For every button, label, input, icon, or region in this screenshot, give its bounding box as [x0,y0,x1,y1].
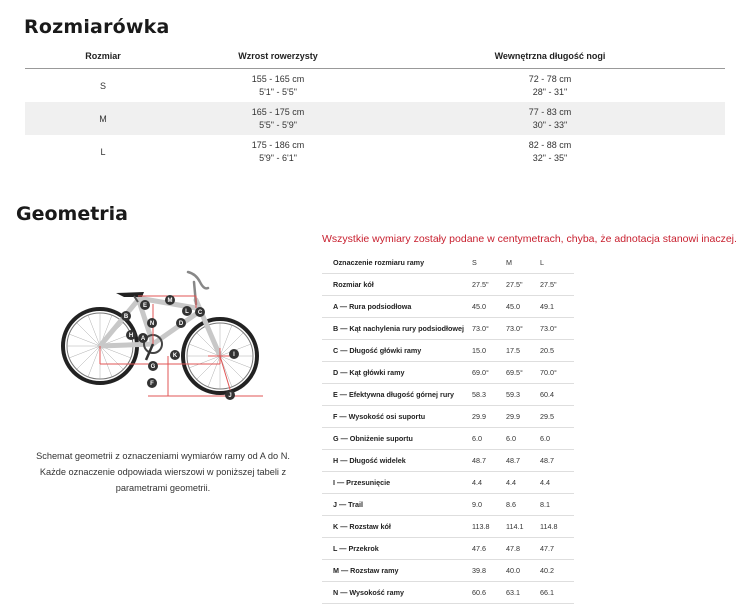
value-l: 20.5 [540,346,554,355]
row-label: E — Efektywna długość górnej rury [333,390,455,399]
col-height-header: Wzrost rowerzysty [238,51,318,61]
value-s: 15.0 [472,346,486,355]
size-cell: M [99,113,107,124]
row-label: H — Długość widelek [333,456,406,465]
table-row [322,428,574,450]
value-m: 45.0 [506,302,520,311]
value-m: 6.0 [506,434,516,443]
row-label: Rozmiar kół [333,280,374,289]
size-chart-title: Rozmiarówka [24,16,170,38]
value-l: 40.2 [540,566,554,575]
table-row [322,362,574,384]
table-row [25,135,725,168]
marker-label: L [185,309,189,316]
row-label: G — Obniżenie suportu [333,434,413,443]
row-label: A — Rura podsiodłowa [333,302,412,311]
row-label: N — Wysokość ramy [333,588,404,597]
row-label: B — Kąt nachylenia rury podsiodłowej [333,324,464,333]
value-s: 27.5" [472,280,489,289]
table-row [322,274,574,296]
marker-label: B [123,314,129,321]
row-label: L — Przekrok [333,544,379,553]
table-row [322,494,574,516]
marker-label: F [150,381,154,388]
header-label: Oznaczenie rozmiaru ramy [333,258,425,267]
height-ft: 5'1" - 5'5" [259,86,297,97]
table-row [322,582,574,604]
height-cell [181,139,375,165]
inseam-in: 28" - 31" [532,86,568,97]
value-l: 66.1 [540,588,554,597]
value-m: 48.7 [506,456,520,465]
marker-label: M [167,298,173,305]
value-m: 27.5" [506,280,523,289]
table-row [322,450,574,472]
geometry-caption: Schemat geometrii z oznaczeniami wymiarów ramy od A do N. Każde oznaczenie odpowiada wierszowi w poniższej tabeli z parametrami geometrii. [36,451,290,493]
table-row [322,560,574,582]
marker-label: D [178,321,184,328]
table-row [322,472,574,494]
value-m: 17.5 [506,346,520,355]
value-l: 49.1 [540,302,554,311]
header-size-s: S [472,258,477,267]
value-m: 29.9 [506,412,520,421]
row-label: K — Rozstaw kół [333,522,391,531]
value-m: 4.4 [506,478,516,487]
inseam-in: 32" - 35" [532,152,568,163]
table-row [322,318,574,340]
value-s: 58.3 [472,390,486,399]
height-cell [181,106,375,132]
value-l: 27.5" [540,280,557,289]
value-s: 60.6 [472,588,486,597]
value-m: 40.0 [506,566,520,575]
value-s: 45.0 [472,302,486,311]
height-cm: 155 - 165 cm [251,73,305,84]
height-ft: 5'9" - 6'1" [259,152,297,163]
value-l: 47.7 [540,544,554,553]
value-s: 9.0 [472,500,482,509]
table-row [322,406,574,428]
value-m: 73.0° [506,324,523,333]
marker-label: N [149,321,155,328]
height-cm: 165 - 175 cm [251,106,305,117]
value-s: 48.7 [472,456,486,465]
value-s: 47.6 [472,544,486,553]
table-row [322,384,574,406]
bike-frame [100,298,220,356]
height-cm: 175 - 186 cm [251,139,305,150]
marker-label: H [128,333,134,340]
marker-label: J [228,393,232,400]
value-m: 114.1 [506,522,524,531]
height-ft: 5'5" - 5'9" [259,119,297,130]
row-label: M — Rozstaw ramy [333,566,399,575]
row-label: D — Kąt główki ramy [333,368,405,377]
inseam-in: 30" - 33" [532,119,568,130]
row-label: F — Wysokość osi suportu [333,412,426,421]
value-s: 69.0° [472,368,489,377]
value-s: 6.0 [472,434,482,443]
table-row [322,538,574,560]
table-row [322,516,574,538]
value-m: 63.1 [506,588,520,597]
value-m: 47.8 [506,544,520,553]
value-l: 48.7 [540,456,554,465]
value-l: 8.1 [540,500,550,509]
height-cell [181,73,375,99]
marker-label: K [172,353,178,360]
row-label: I — Przesunięcie [333,478,391,487]
inseam-cell [375,106,725,132]
inseam-cm: 82 - 88 cm [528,139,572,150]
value-l: 60.4 [540,390,554,399]
row-label: J — Trail [333,500,363,509]
value-l: 73.0° [540,324,557,333]
header-size-l: L [540,258,544,267]
inseam-cm: 72 - 78 cm [528,73,572,84]
table-row [25,102,725,135]
inseam-cell [375,73,725,99]
value-m: 8.6 [506,500,516,509]
table-row [25,69,725,102]
col-inseam-header: Wewnętrzna długość nogi [494,51,606,61]
col-size-header: Rozmiar [85,51,121,61]
size-chart-header [25,44,725,69]
size-cell: S [99,80,106,91]
geometry-title: Geometria [16,203,129,225]
marker-label: I [233,352,235,359]
row-label: C — Długość główki ramy [333,346,422,355]
value-l: 29.5 [540,412,554,421]
geometry-header-row [322,252,574,274]
value-l: 70.0° [540,368,557,377]
value-s: 29.9 [472,412,486,421]
geometry-table [322,252,574,604]
size-cell: L [100,146,106,157]
value-s: 4.4 [472,478,482,487]
marker-label: E [142,303,148,310]
table-row [322,296,574,318]
value-s: 73.0° [472,324,489,333]
inseam-cell [375,139,725,165]
size-chart-table [25,44,725,168]
marker-label: G [150,364,156,371]
value-s: 113.8 [472,522,490,531]
value-m: 59.3 [506,390,520,399]
header-size-m: M [506,258,512,267]
bike-geometry-diagram [58,268,268,404]
inseam-cm: 77 - 83 cm [528,106,572,117]
value-l: 4.4 [540,478,550,487]
table-row [322,340,574,362]
value-l: 114.8 [540,522,558,531]
value-l: 6.0 [540,434,550,443]
units-note: Wszystkie wymiary zostały podane w centymetrach, chyba, że adnotacja stanowi inaczej. [322,233,737,245]
value-s: 39.8 [472,566,486,575]
value-m: 69.5° [506,368,523,377]
marker-label: C [197,310,203,317]
marker-label: A [140,336,146,343]
